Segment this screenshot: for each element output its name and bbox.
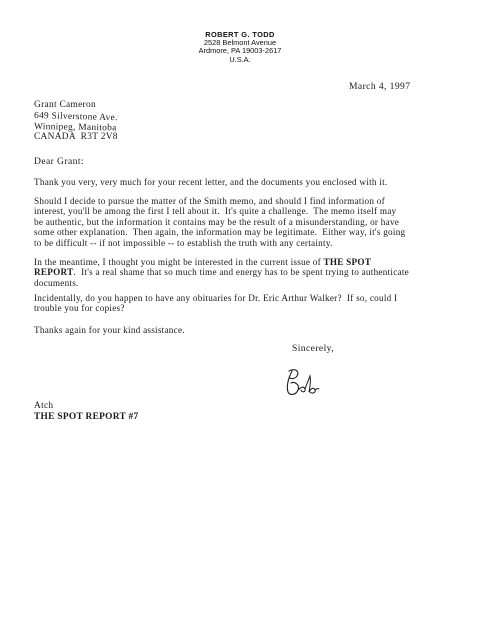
handwritten-signature: [283, 367, 321, 397]
letterhead-street: 2528 Belmont Avenue: [203, 38, 277, 48]
paragraph-line: Incidentally, do you happen to have any obituaries for Dr. Eric Arthur Walker? If so, could I: [34, 293, 398, 303]
paragraph-spot-report: [34, 257, 470, 288]
paragraph-line: Thank you very, very much for your recent letter, and the documents you enclosed with it.: [34, 177, 388, 187]
enclosure-note: [34, 401, 139, 423]
enclosure-item: THE SPOT REPORT #7: [34, 411, 139, 422]
enclosure-label: Atch: [34, 401, 54, 411]
paragraph-obituaries: [34, 293, 470, 314]
paragraph-line: Thanks again for your kind assistance.: [34, 325, 185, 335]
recipient-city: Winnipeg, Manitoba: [33, 121, 117, 134]
letter-date: March 4, 1997: [349, 81, 411, 92]
closing: Sincerely,: [292, 343, 335, 354]
paragraph-line: to be difficult -- if not impossible -- to establish the truth with any certainty.: [34, 237, 333, 248]
publication-title: REPORT: [34, 267, 74, 278]
recipient-street: 649 Silverstone Ave.: [33, 110, 118, 123]
salutation: Dear Grant:: [34, 156, 84, 167]
paragraph-line: documents.: [34, 277, 79, 288]
paragraph-line: Should I decide to pursue the matter of the Smith memo, and should I find information of: [34, 196, 385, 206]
paragraph-line: interest, you'll be among the first I tell about it. It's quite a challenge. The memo itself may: [34, 206, 397, 217]
letterhead-country: U.S.A.: [229, 54, 251, 64]
paragraph-text: . It's a real shame that so much time and energy has to be spent trying to authenticate: [73, 267, 409, 278]
recipient-address: [34, 100, 118, 143]
letterhead: [175, 31, 305, 64]
paragraph-text: In the meantime, I thought you might be interested in the current issue of: [34, 257, 324, 267]
recipient-name: Grant Cameron: [34, 100, 96, 110]
paragraph-line: trouble you for copies?: [34, 303, 125, 314]
paragraph-thanks: [34, 177, 470, 187]
publication-title: THE SPOT: [323, 257, 372, 267]
paragraph-line: some other explanation. Then again, the information may be legitimate. Either way, it's going: [34, 227, 406, 238]
recipient-country-postal: CANADA R3T 2V8: [34, 132, 118, 143]
paragraph-smith-memo: [34, 196, 470, 248]
letterhead-city: Ardmore, PA 19003-2617: [198, 46, 282, 56]
paragraph-line: be authentic, but the information it contains may be the result of a misunderstanding, or have: [34, 216, 400, 227]
paragraph-closing-thanks: [34, 325, 470, 335]
letterhead-name: ROBERT G. TODD: [205, 30, 275, 39]
